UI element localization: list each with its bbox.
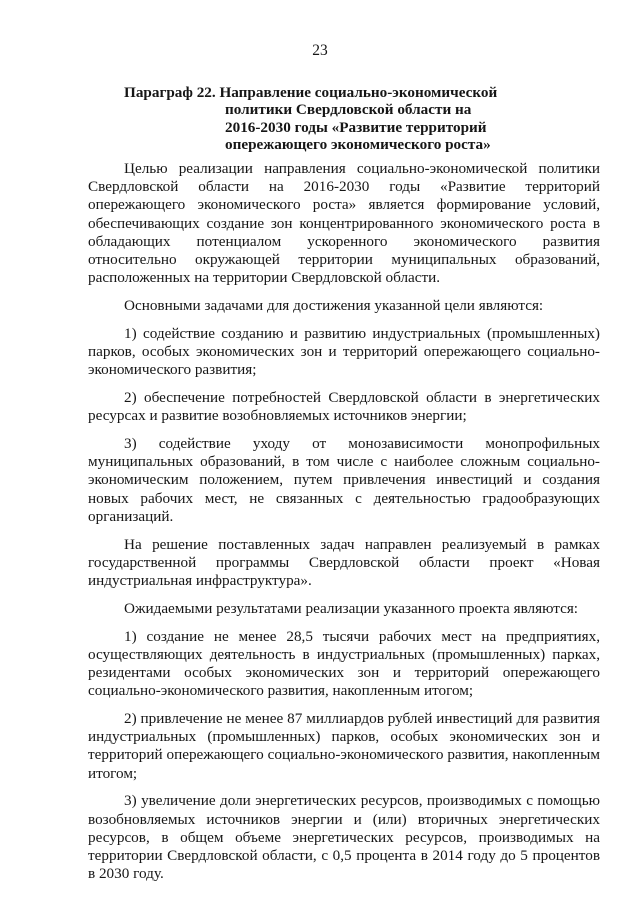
task-item-3: 3) содействие уходу от монозависимости монопрофильных муниципальных образований, в том числе с наиболее сложным социально-экономическим положением, путем привлечения инвестиций и создания новых рабочих мест, не связанных с деятельностью градообразующих организаций. <box>88 435 600 525</box>
result-item-1: 1) создание не менее 28,5 тысячи рабочих мест на предприятиях, осуществляющих деятельность в индустриальных (промышленных) парках, резидентами особых экономических зон и территорий опережающего социально-экономического развития, накопленным итогом; <box>88 627 600 700</box>
result-item-2: 2) привлечение не менее 87 миллиардов рублей инвестиций для развития индустриальных (промышленных) парков, особых экономических зон и территорий опережающего социально-экономического развития, накопленным итогом; <box>88 710 600 782</box>
heading-line: политики Свердловской области на <box>225 101 472 119</box>
document-body <box>88 160 600 893</box>
tasks-intro: Основными задачами для достижения указанной цели являются: <box>124 297 544 315</box>
page-number: 23 <box>312 42 328 59</box>
heading-line: Параграф 22. Направление социально-экономической <box>124 84 498 101</box>
heading-line: 2016-2030 годы «Развитие территорий <box>225 118 487 136</box>
project-paragraph: На решение поставленных задач направлен реализуемый в рамках государственной программы Свердловской области проект «Новая индустриальная инфраструктура». <box>88 535 600 590</box>
results-intro: Ожидаемыми результатами реализации указанного проекта являются: <box>124 599 579 617</box>
result-item-3: 3) увеличение доли энергетических ресурсов, производимых с помощью возобновляемых источников энергии и (или) вторичных энергетических ресурсов, в общем объеме энергетических ресурсов, производимых на территории Свердловской области, с 0,5 процента в 2014 году до 5 процентов в 2030 году. <box>88 792 600 883</box>
goal-paragraph: Целью реализации направления социально-экономической политики Свердловской области на 2016-2030 годы «Развитие территорий опережающего экономического роста» является формирование условий, обеспечивающих создание зон концентрированного экономического роста в обладающих потенциалом ускоренного экономического развития относительно окружающей территории муниципальных образований, расположенных на территории Свердловской области. <box>88 160 600 287</box>
task-item-1: 1) содействие созданию и развитию индустриальных (промышленных) парков, особых экономических зон и территорий опережающего социально-экономического развития; <box>88 324 600 379</box>
heading-line: опережающего экономического роста» <box>225 136 491 154</box>
paragraph-heading <box>124 84 524 154</box>
task-item-2: 2) обеспечение потребностей Свердловской области в энергетических ресурсах и развитие возобновляемых источников энергии; <box>88 389 600 425</box>
